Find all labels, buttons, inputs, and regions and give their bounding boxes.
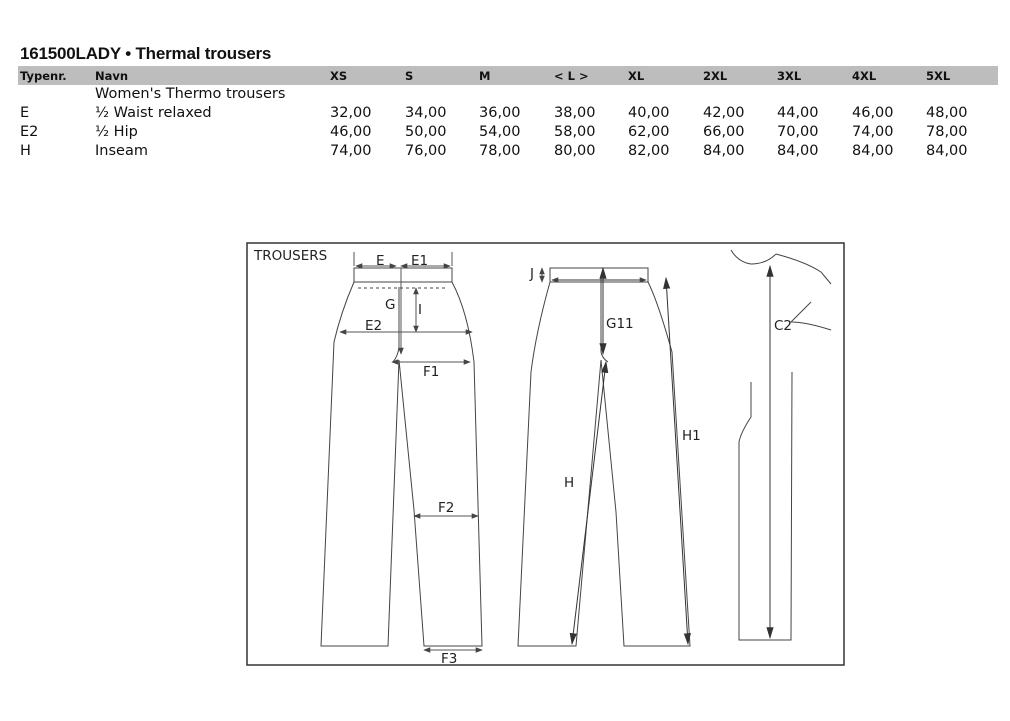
- product-name: Women's Thermo trousers: [95, 86, 286, 102]
- cell-value: 40,00: [628, 105, 670, 121]
- label-c2: C2: [774, 318, 793, 334]
- row-code: E: [20, 105, 30, 121]
- label-g11: G11: [606, 316, 634, 332]
- column-header: Navn: [93, 66, 328, 85]
- cell-value: 84,00: [777, 143, 819, 159]
- row-name: Inseam: [95, 143, 148, 159]
- cell-value: 84,00: [926, 143, 968, 159]
- cell-value: 78,00: [926, 124, 968, 140]
- cell-value: 34,00: [405, 105, 447, 121]
- label-h: H: [564, 475, 575, 491]
- column-header: Typenr.: [18, 66, 93, 85]
- row-code: E2: [20, 124, 39, 140]
- trousers-diagram-svg: [246, 242, 845, 666]
- column-header: XL: [626, 66, 701, 85]
- page-title: 161500LADY • Thermal trousers: [20, 44, 272, 63]
- label-f1: F1: [423, 364, 440, 380]
- cell-value: 42,00: [703, 105, 745, 121]
- column-header: 4XL: [850, 66, 924, 85]
- cell-value: 44,00: [777, 105, 819, 121]
- column-header: < L >: [552, 66, 626, 85]
- table-row: [18, 142, 998, 161]
- table-row: [18, 123, 998, 142]
- diagram-heading: TROUSERS: [254, 248, 328, 264]
- cell-value: 48,00: [926, 105, 968, 121]
- cell-value: 38,00: [554, 105, 596, 121]
- label-h1: H1: [682, 428, 701, 444]
- cell-value: 84,00: [852, 143, 894, 159]
- cell-value: 78,00: [479, 143, 521, 159]
- cell-value: 54,00: [479, 124, 521, 140]
- row-name: ½ Waist relaxed: [95, 105, 212, 121]
- size-table: [18, 66, 998, 161]
- table-row: [18, 104, 998, 123]
- cell-value: 74,00: [330, 143, 372, 159]
- row-name: ½ Hip: [95, 124, 138, 140]
- label-i: I: [418, 302, 422, 318]
- label-j: J: [530, 266, 534, 282]
- cell-value: 74,00: [852, 124, 894, 140]
- cell-value: 58,00: [554, 124, 596, 140]
- cell-value: 32,00: [330, 105, 372, 121]
- diagram-frame: [247, 243, 844, 665]
- label-f2: F2: [438, 500, 455, 516]
- cell-value: 84,00: [703, 143, 745, 159]
- cell-value: 62,00: [628, 124, 670, 140]
- product-name-row: [18, 85, 998, 104]
- column-header: M: [477, 66, 552, 85]
- cell-value: 46,00: [852, 105, 894, 121]
- label-g: G: [385, 297, 396, 313]
- cell-value: 82,00: [628, 143, 670, 159]
- table-header-row: [18, 66, 998, 85]
- column-header: S: [403, 66, 477, 85]
- cell-value: 46,00: [330, 124, 372, 140]
- label-f3: F3: [441, 651, 458, 666]
- cell-value: 80,00: [554, 143, 596, 159]
- cell-value: 66,00: [703, 124, 745, 140]
- cell-value: 36,00: [479, 105, 521, 121]
- trousers-measurement-diagram: [246, 242, 845, 670]
- label-e2: E2: [365, 318, 383, 334]
- column-header: 3XL: [775, 66, 850, 85]
- cell-value: 76,00: [405, 143, 447, 159]
- row-code: H: [20, 143, 31, 159]
- label-e: E: [376, 253, 385, 269]
- label-e1: E1: [411, 253, 429, 269]
- cell-value: 50,00: [405, 124, 447, 140]
- column-header: XS: [328, 66, 403, 85]
- cell-value: 70,00: [777, 124, 819, 140]
- column-header: 5XL: [924, 66, 998, 85]
- column-header: 2XL: [701, 66, 775, 85]
